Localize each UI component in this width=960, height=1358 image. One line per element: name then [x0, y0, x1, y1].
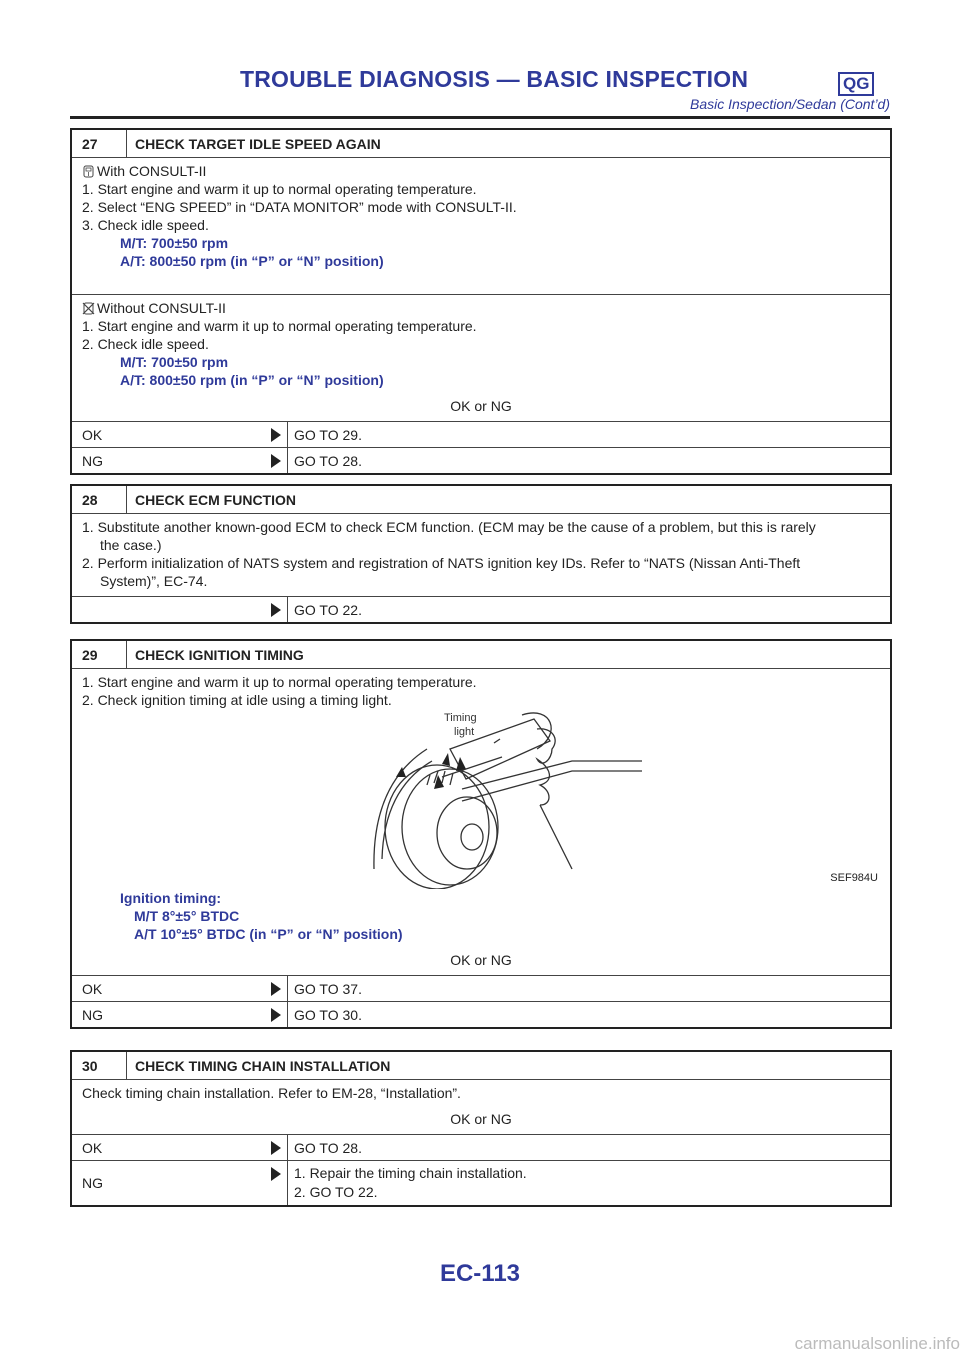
result-row-ng [72, 447, 890, 473]
step: 2. Check ignition timing at idle using a timing light. [82, 692, 392, 708]
step: 1. Start engine and warm it up to normal operating temperature. [82, 318, 477, 334]
section-27 [70, 128, 892, 475]
watermark: carmanualsonline.info [794, 1334, 960, 1353]
step: 3. Check idle speed. [82, 217, 209, 233]
figure-label: Timing [444, 712, 477, 724]
with-consult-block [72, 158, 890, 295]
section-title: CHECK IGNITION TIMING [135, 646, 304, 663]
result-key: OK [82, 426, 103, 443]
section-body [72, 669, 890, 975]
section-header [72, 1052, 890, 1080]
no-consult-icon [82, 302, 95, 315]
section-30 [70, 1050, 892, 1207]
with-consult-label: With CONSULT-II [97, 163, 207, 179]
section-29 [70, 639, 892, 1029]
step: 1. Start engine and warm it up to normal operating temperature. [82, 674, 477, 690]
section-number: 29 [72, 641, 127, 668]
without-consult-block [72, 295, 890, 421]
step: 2. Check idle speed. [82, 336, 209, 352]
result-action: 1. Repair the timing chain installation. [294, 1165, 527, 1181]
section-title: CHECK TIMING CHAIN INSTALLATION [135, 1057, 391, 1074]
arrow-right-icon [271, 603, 281, 617]
section-body [72, 514, 890, 596]
timing-light-illustration [82, 709, 880, 889]
header-rule [70, 116, 890, 119]
section-number: 30 [72, 1052, 127, 1079]
result-row-ok [72, 421, 890, 447]
section-number: 28 [72, 486, 127, 513]
step-continuation: System)”, EC-74. [100, 573, 208, 589]
arrow-right-icon [271, 1167, 281, 1181]
section-number: 27 [72, 130, 127, 157]
spec-value: A/T 10°±5° BTDC (in “P” or “N” position) [134, 926, 403, 942]
spec-value: A/T: 800±50 rpm (in “P” or “N” position) [120, 372, 384, 388]
spec-value: M/T 8°±5° BTDC [134, 908, 240, 924]
step: 1. Start engine and warm it up to normal operating temperature. [82, 181, 477, 197]
result-action: GO TO 29. [294, 426, 362, 443]
arrow-right-icon [271, 454, 281, 468]
section-title: CHECK TARGET IDLE SPEED AGAIN [135, 135, 381, 152]
result-action: GO TO 28. [294, 1139, 362, 1156]
spec-value: A/T: 800±50 rpm (in “P” or “N” position) [120, 253, 384, 269]
step: 1. Substitute another known-good ECM to check ECM function. (ECM may be the cause of a problem, but this is rarely [82, 519, 816, 535]
section-28 [70, 484, 892, 624]
section-badge: QG [838, 72, 874, 96]
section-header [72, 641, 890, 669]
step-continuation: the case.) [100, 537, 162, 553]
page-header-title: TROUBLE DIAGNOSIS — BASIC INSPECTION [240, 66, 749, 92]
spec-title: Ignition timing: [120, 890, 222, 906]
section-title: CHECK ECM FUNCTION [135, 491, 296, 508]
arrow-right-icon [271, 428, 281, 442]
timing-light-figure [82, 709, 880, 889]
result-row-ok [72, 1134, 890, 1160]
figure-code: SEF984U [830, 872, 878, 884]
arrow-right-icon [271, 982, 281, 996]
spec-value: M/T: 700±50 rpm [120, 354, 229, 370]
step: 2. Perform initialization of NATS system and registration of NATS ignition key IDs. Refer to “NATS (Nissan Anti-Theft [82, 555, 801, 571]
result-action: GO TO 37. [294, 980, 362, 997]
step: Check timing chain installation. Refer to EM-28, “Installation”. [82, 1085, 461, 1101]
arrow-right-icon [271, 1141, 281, 1155]
result-action: GO TO 22. [294, 601, 362, 618]
result-key: NG [82, 1175, 103, 1191]
result-row-ng [72, 1001, 890, 1027]
section-header [72, 486, 890, 514]
ok-or-ng-label: OK or NG [450, 952, 512, 968]
without-consult-label: Without CONSULT-II [97, 300, 226, 316]
consult-icon [82, 165, 95, 178]
page-number: EC-113 [439, 1260, 521, 1287]
result-key: OK [82, 1139, 103, 1156]
section-body [72, 1080, 890, 1134]
page-subtitle: Basic Inspection/Sedan (Cont’d) [690, 96, 890, 112]
result-action: GO TO 30. [294, 1006, 362, 1023]
result-row [72, 596, 890, 622]
step: 2. Select “ENG SPEED” in “DATA MONITOR” mode with CONSULT-II. [82, 199, 517, 215]
spec-value: M/T: 700±50 rpm [120, 235, 229, 251]
result-action: 2. GO TO 22. [294, 1184, 378, 1200]
result-key: NG [82, 452, 103, 469]
result-row-ok [72, 975, 890, 1001]
result-key: NG [82, 1006, 103, 1023]
result-action: GO TO 28. [294, 452, 362, 469]
section-header [72, 130, 890, 158]
result-row-ng [72, 1160, 890, 1205]
arrow-right-icon [271, 1008, 281, 1022]
ok-or-ng-label: OK or NG [450, 1111, 512, 1127]
figure-label: light [454, 726, 475, 738]
ok-or-ng-label: OK or NG [450, 398, 512, 414]
result-key: OK [82, 980, 103, 997]
